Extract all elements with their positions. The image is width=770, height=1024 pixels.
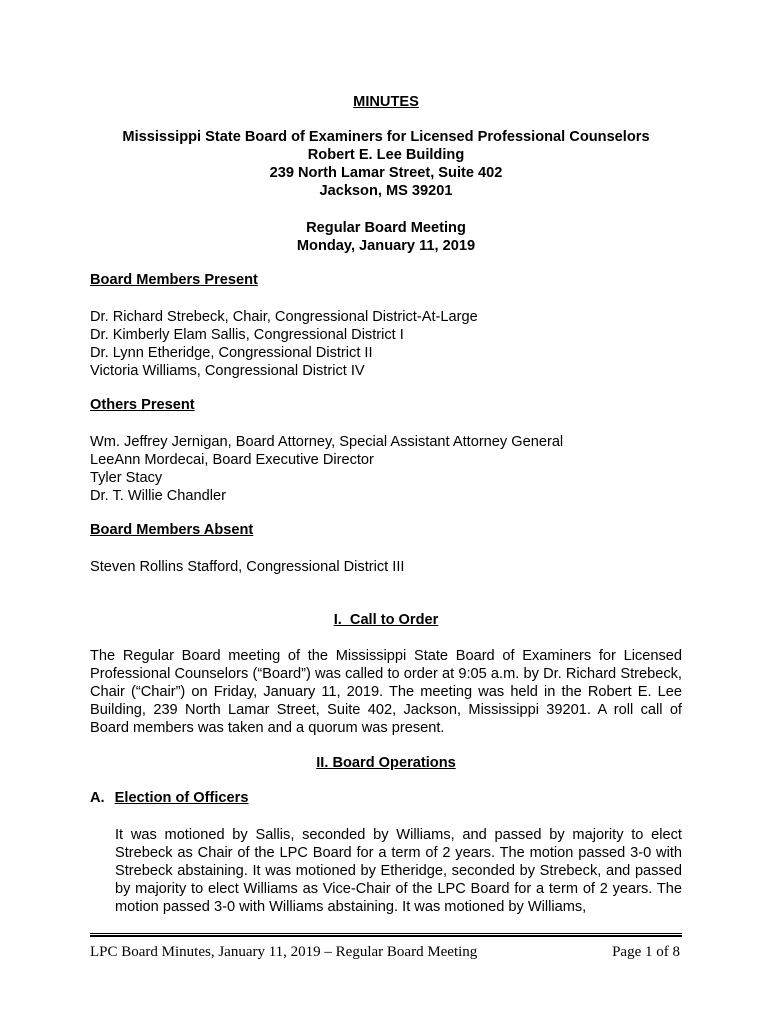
subsection-a-heading xyxy=(90,790,682,806)
building-name: Robert E. Lee Building xyxy=(307,147,465,163)
list-item: Dr. Kimberly Elam Sallis, Congressional District I xyxy=(90,327,404,343)
list-item: Wm. Jeffrey Jernigan, Board Attorney, Special Assistant Attorney General xyxy=(90,434,564,450)
subsection-a-label: A. xyxy=(90,790,105,806)
list-item: LeeAnn Mordecai, Board Executive Director xyxy=(90,452,374,468)
members-present-list xyxy=(90,308,682,380)
street-address: 239 North Lamar Street, Suite 402 xyxy=(269,165,503,181)
section-2-heading: II. Board Operations xyxy=(316,755,456,771)
section-1-paragraph: The Regular Board meeting of the Mississippi State Board of Examiners for Licensed Professional Counselors (“Board”) was called to order at 9:05 a.m. by Dr. Richard Strebeck, Chair (“Chair”) on Friday, January 11, 2019. The meeting was held in the Robert E. Lee Building, 239 North Lamar Street, Suite 402, Jackson, Mississippi 39201. A roll call of Board members was taken and a quorum was present. xyxy=(90,648,682,736)
board-name: Mississippi State Board of Examiners for Licensed Professional Counselors xyxy=(122,129,650,145)
list-item: Victoria Williams, Congressional District IV xyxy=(90,363,365,379)
meeting-date: Monday, January 11, 2019 xyxy=(296,238,476,254)
page-number: Page 1 of 8 xyxy=(612,944,680,960)
members-absent-heading: Board Members Absent xyxy=(90,522,254,538)
others-present-heading: Others Present xyxy=(90,397,195,413)
members-present-heading: Board Members Present xyxy=(90,272,258,288)
list-item: Dr. Richard Strebeck, Chair, Congressional District-At-Large xyxy=(90,309,478,325)
subsection-a-paragraph: It was motioned by Sallis, seconded by Williams, and passed by majority to elect Strebeck as Chair of the LPC Board for a term of 2 years. The motion passed 3-0 with Strebeck abstaining. It was motioned by Etheridge, seconded by Strebeck, and passed by majority to elect Williams as Vice-Chair of the LPC Board for a term of 2 years. The motion passed 3-0 with Williams abstaining. It was motioned by Williams, xyxy=(115,827,682,915)
subsection-a-title: Election of Officers xyxy=(114,790,249,806)
document-header xyxy=(90,128,682,200)
list-item: Tyler Stacy xyxy=(90,470,163,486)
others-present-list xyxy=(90,433,682,505)
footer-title: LPC Board Minutes, January 11, 2019 – Regular Board Meeting xyxy=(90,944,478,960)
list-item: Dr. Lynn Etheridge, Congressional District II xyxy=(90,345,373,361)
members-absent-list xyxy=(90,558,682,576)
section-1-heading: I. Call to Order xyxy=(333,612,439,628)
city-address: Jackson, MS 39201 xyxy=(319,183,453,199)
list-item: Steven Rollins Stafford, Congressional District III xyxy=(90,559,405,575)
list-item: Dr. T. Willie Chandler xyxy=(90,488,226,504)
meeting-info xyxy=(90,219,682,255)
footer-divider xyxy=(90,933,682,937)
meeting-type: Regular Board Meeting xyxy=(306,220,466,236)
document-title: MINUTES xyxy=(353,94,419,110)
